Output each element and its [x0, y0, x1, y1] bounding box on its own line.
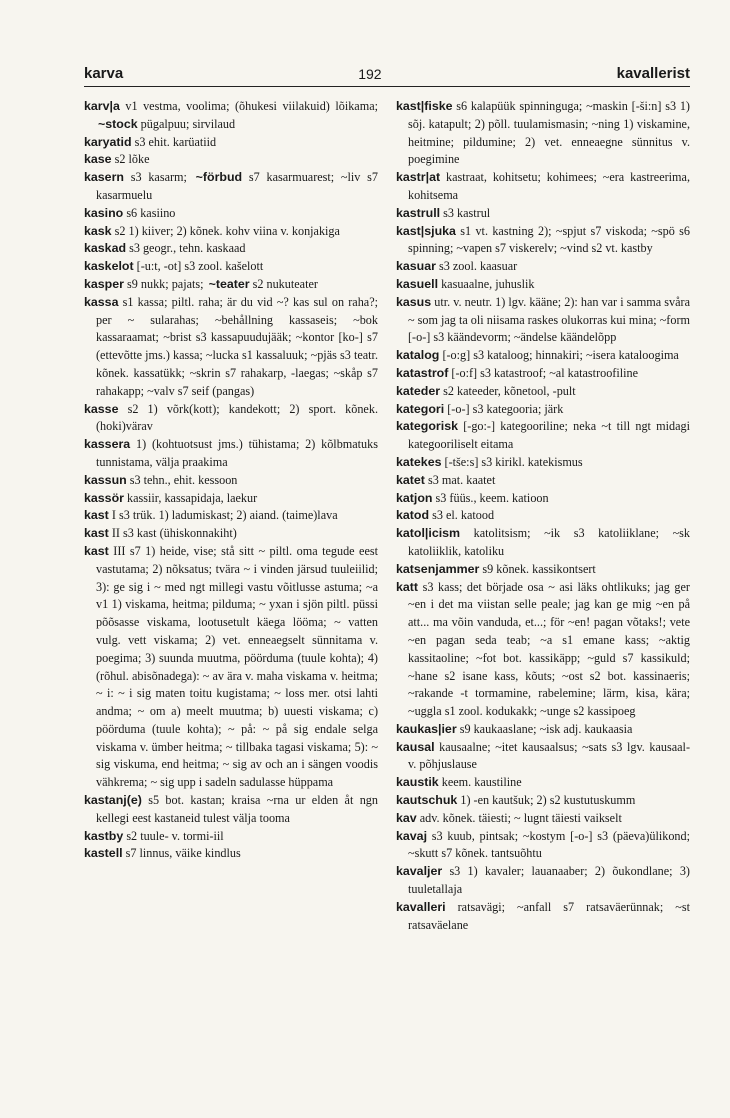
- dictionary-entry: [84, 240, 378, 258]
- entry-headword: kaskelot: [84, 259, 134, 274]
- dictionary-entry: [396, 525, 690, 561]
- dictionary-entry: [396, 774, 690, 792]
- dictionary-entry: [396, 721, 690, 739]
- dictionary-entry: [84, 205, 378, 223]
- entry-definition: [-u:t, -ot] s3 zool. kašelott: [133, 259, 264, 274]
- dictionary-entry: [396, 899, 690, 935]
- dictionary-entry: [84, 258, 378, 276]
- entry-definition: s3 kuub, pintsak; ~kostym [-o-] s3 (päeva)ülikond; ~skutt s7 kõnek. tantsuõhtu: [408, 828, 690, 861]
- entry-definition: s6 kasiino: [123, 205, 176, 220]
- dictionary-entry: [84, 169, 378, 205]
- entry-headword: kasuell: [396, 276, 439, 291]
- entry-headword: kaustik: [396, 775, 439, 790]
- dictionary-entry: [84, 525, 378, 543]
- entry-headword: kategori: [396, 401, 445, 416]
- entry-definition: s9 kõnek. kassikontsert: [479, 561, 596, 576]
- dictionary-entry: [84, 276, 378, 294]
- entry-headword: kassör: [84, 490, 124, 505]
- entry-headword: kasuar: [396, 259, 436, 274]
- dictionary-entry: [396, 205, 690, 223]
- entry-definition: s3 geogr., tehn. kaskaad: [126, 241, 246, 256]
- dictionary-entry: [396, 383, 690, 401]
- entry-headword: kassa: [84, 294, 119, 309]
- entry-headword: kase: [84, 152, 112, 167]
- entry-headword: kast|sjuka: [396, 223, 456, 238]
- entry-definition: 1) -en kautšuk; 2) s2 kustutuskumm: [457, 793, 636, 808]
- dictionary-entry: [396, 418, 690, 454]
- dictionary-entry: [84, 543, 378, 792]
- dictionary-entry: [84, 223, 378, 241]
- dictionary-entry: [396, 294, 690, 347]
- entry-definition: katolitsism; ~ik s3 katoliiklane; ~sk katoliiklik, katoliku: [408, 526, 690, 558]
- entry-headword: kaukas|ier: [396, 721, 457, 736]
- entry-definition: s3 1) kavaler; lauanaaber; 2) õukondlane; 3) tuuletallaja: [408, 864, 690, 897]
- dictionary-entry: [84, 294, 378, 401]
- entry-headword: kateder: [396, 383, 441, 398]
- dictionary-entry: [396, 454, 690, 472]
- entry-subentry: ~stock: [98, 116, 138, 131]
- entry-headword: kassun: [84, 472, 127, 487]
- dictionary-entry: [396, 472, 690, 490]
- entry-definition: s7 linnus, väike kindlus: [122, 846, 241, 861]
- header-left-guide-word: karva: [84, 65, 124, 82]
- dictionary-entry: [84, 151, 378, 169]
- entry-definition: kausaalne; ~itet kausaalsus; ~sats s3 lgv. kausaal- v. põhjuslause: [408, 739, 690, 772]
- entry-definition: kastraat, kohitsetu; kohimees; ~era kastreerima, kohitsema: [408, 170, 690, 202]
- dictionary-entry: [396, 828, 690, 864]
- entry-headword: kastby: [84, 828, 124, 843]
- entry-definition-rest: s7 kasarmuarest; ~liv s7 kasarmuelu: [96, 170, 378, 202]
- entry-definition: s3 mat. kaatet: [424, 472, 496, 487]
- entry-headword: kavalleri: [396, 899, 446, 914]
- dictionary-entry: [84, 845, 378, 863]
- entry-definition: s1 vt. kastning 2); ~spjut s7 viskoda; ~spö s6 spinning; ~vapen s7 viskerelv; ~vind s2 vt. kastby: [408, 223, 690, 256]
- entry-headword: kast: [84, 508, 109, 523]
- entry-definition: s1 kassa; piltl. raha; är du vid ~? kas sul on raha?; per ~ sularahas; ~behållning kassaseis; ~bok kassaraamat; ~brist s3 kassapuudujääk; ~kontor [ko-] s7 (ettevõtte jms.) kassa; ~lucka s1 kassaluuk; ~pjäs s3 teatr. kõnek. kassatükk; ~skrin s7 rahakarp, -laegas; ~skåp s7 rahakapp; ~valv s7 seif (pangas): [96, 294, 378, 398]
- dictionary-entry: [84, 792, 378, 828]
- entry-definition: s3 ehit. karüatiid: [131, 134, 217, 149]
- entry-headword: katol|icism: [396, 526, 461, 541]
- entry-headword: katt: [396, 579, 419, 594]
- entry-definition: s9 nukk; pajats;: [123, 276, 207, 291]
- entry-headword: katet: [396, 472, 425, 487]
- entry-headword: kastanj(e): [84, 793, 142, 808]
- entry-headword: kastell: [84, 846, 123, 861]
- entry-definition: kasuaalne, juhuslik: [438, 276, 535, 291]
- entry-headword: kast: [84, 543, 109, 558]
- entry-definition: s3 füüs., keem. katioon: [432, 490, 549, 505]
- entry-definition: s3 tehn., ehit. kessoon: [126, 472, 238, 487]
- entry-headword: kast: [84, 526, 109, 541]
- entry-headword: kastr|at: [396, 170, 441, 185]
- dictionary-entry: [396, 401, 690, 419]
- dictionary-entry: [84, 507, 378, 525]
- entry-definition: 1) (kohtuotsust jms.) tühistama; 2) kõlbmatuks tunnistama, välja praakima: [96, 437, 378, 469]
- dictionary-entry: [84, 472, 378, 490]
- dictionary-entry: [396, 579, 690, 721]
- entry-headword: katekes: [396, 454, 442, 469]
- entry-definition: [-o:f] s3 katastroof; ~al katastroofiline: [448, 365, 639, 380]
- dictionary-entry: [396, 258, 690, 276]
- dictionary-entry: [396, 792, 690, 810]
- dictionary-entry: [84, 98, 378, 134]
- entry-definition: utr. v. neutr. 1) lgv. kääne; 2): han var i samma svåra ~ som jag ta oli niisama raskes olukorras kui mina; ~form [-o-] s3 käändevorm; ~ändelse käändelõpp: [408, 294, 690, 345]
- entry-headword: kautschuk: [396, 793, 458, 808]
- entry-subentry: ~teater: [208, 276, 250, 291]
- dictionary-entry: [396, 561, 690, 579]
- entry-headword: kavaj: [396, 828, 428, 843]
- entry-headword: kavaljer: [396, 864, 443, 879]
- dictionary-entry: [396, 490, 690, 508]
- entry-headword: kav: [396, 810, 417, 825]
- header-right-guide-word: kavallerist: [616, 65, 690, 82]
- entry-definition: kassiir, kassapidaja, laekur: [123, 490, 258, 505]
- entry-definition: s3 zool. kaasuar: [435, 259, 518, 274]
- dictionary-entry: [396, 365, 690, 383]
- dictionary-entry: [84, 828, 378, 846]
- left-column: [84, 98, 378, 1078]
- entry-headword: katod: [396, 508, 430, 523]
- entry-definition: keem. kaustiline: [438, 775, 522, 790]
- dictionary-entry: [84, 134, 378, 152]
- entry-definition: [-tše:s] s3 kirikl. katekismus: [441, 454, 583, 469]
- page-number: 192: [358, 66, 382, 82]
- entry-definition-rest: s2 nukuteater: [249, 276, 318, 291]
- entry-definition: II s3 kast (ühiskonnakiht): [108, 526, 237, 541]
- dictionary-entry: [84, 490, 378, 508]
- entry-definition: ratsavägi; ~anfall s7 ratsaväerünnak; ~st ratsaväelane: [408, 899, 690, 932]
- entry-definition: III s7 1) heide, vise; stå sitt ~ piltl. oma tegude eest vastutama; 2) nõksatus; tvära ~ i vinden järsud tuuleiilid; 3): ge sig i ~ med ngt millegi vastu võitlusse astuma; ~a v1 1) viskama, heitma; pilduma; ~ yxan i sjön piltl. püssi põõsasse viskama, lootusetult käega lööma; ~ vatten vulg. vett viskama; 2) vet. enneaegselt sünnitama v. poegima; 3) suunda muutma, pöörduma (tuule kohta); 4) (rõhul. abisõnadega): ~ av ära v. maha viskama v. heitma; ~ i: ~ i sig maten toitu kugistama; ~ loss mer. otsi lahti andma; ~ om a) meelt muutma; b) uuesti viskama; c) pöörduma (tuule kohta); ~ på: ~ på sig endale selga viskama v. ümber heitma; ~ tillbaka tagasi viskama; 5): ~ sig viskuma, end heitma; ~ sig av och an i sängen voodis vähkrema; ~ sig upp i sadeln sadulasse hüppama: [96, 543, 378, 790]
- entry-definition: s3 kass; det började osa ~ asi läks ohtlikuks; jag ger ~en i det ma viistan selle peale; jag kan ge mig ~en på att... ma võin vanduda, et...; för ~en! pagan võtaks!; vete ~en pagan seda teab; ~a s1 emane kass; ~aktig kassitaoline; ~fot bot. kassikäpp; ~guld s7 kassikuld; ~hane s2 isane kass, kõuts; ~ost s2 bot. kassinaeris; ~rakande -t tormamine, rabelemine; lärm, kisa, kära; ~uggla s1 zool. kodukakk; ~unge s2 kassipoeg: [408, 579, 690, 719]
- right-column: [396, 98, 690, 1078]
- entry-headword: kastrull: [396, 205, 441, 220]
- entry-headword: katalog: [396, 348, 440, 363]
- dictionary-entry: [396, 739, 690, 775]
- entry-definition: s9 kaukaaslane; ~isk adj. kaukaasia: [456, 721, 633, 736]
- entry-headword: karyatid: [84, 134, 132, 149]
- dictionary-entry: [396, 223, 690, 259]
- entry-definition: v1 vestma, voolima; (õhukesi viilakuid) lõikama;: [119, 99, 378, 113]
- entry-columns: [84, 98, 690, 1078]
- dictionary-entry: [396, 347, 690, 365]
- entry-headword: kasse: [84, 401, 119, 416]
- entry-definition: s2 lõke: [111, 152, 150, 167]
- dictionary-entry: [396, 507, 690, 525]
- page-header: [84, 58, 690, 87]
- entry-definition: s2 1) võrk(kott); kandekott; 2) sport. kõnek. (hoki)värav: [96, 401, 378, 434]
- entry-headword: katsenjammer: [396, 561, 480, 576]
- entry-headword: katastrof: [396, 365, 449, 380]
- entry-headword: katjon: [396, 490, 433, 505]
- entry-definition: [-go:-] kategooriline; neka ~t till ngt midagi kategooriliselt eitama: [408, 419, 690, 452]
- entry-definition: s3 kastrul: [440, 205, 491, 220]
- entry-definition: s3 kasarm;: [123, 170, 194, 185]
- entry-definition: [-o:g] s3 kataloog; hinnakiri; ~isera kataloogima: [439, 348, 679, 363]
- entry-definition-rest: pügalpuu; sirvilaud: [137, 116, 236, 131]
- entry-headword: kasino: [84, 205, 124, 220]
- dictionary-entry: [84, 436, 378, 472]
- entry-definition: s2 tuule- v. tormi-iil: [123, 828, 224, 843]
- entry-definition: s5 bot. kastan; kraisa ~rna ur elden åt ngn kellegi eest kastaneid tulest välja tooma: [96, 793, 378, 825]
- dictionary-entry: [396, 810, 690, 828]
- entry-subentry: ~förbud: [195, 170, 243, 185]
- dictionary-entry: [396, 169, 690, 205]
- entry-headword: kask: [84, 223, 112, 238]
- entry-headword: kasper: [84, 276, 124, 291]
- entry-headword: kasern: [84, 170, 124, 185]
- entry-definition: s2 kateeder, kõnetool, -pult: [440, 383, 576, 398]
- entry-definition: I s3 trük. 1) ladumiskast; 2) aiand. (taime)lava: [108, 508, 338, 523]
- entry-headword: kaskad: [84, 241, 127, 256]
- entry-definition: s2 1) kiiver; 2) kõnek. kohv viina v. konjakiga: [111, 223, 340, 238]
- entry-definition: s3 el. katood: [429, 508, 495, 523]
- dictionary-entry: [396, 98, 690, 169]
- entry-definition: s6 kalapüük spinninguga; ~maskin [-ši:n] s3 1) sõj. katapult; 2) põll. tuulamismasin; ~ning 1) viskamine, heitmine; pildumine; 2) vet. enneaegne sünnitus v. poegimine: [408, 99, 690, 167]
- entry-headword: kassera: [84, 437, 131, 452]
- entry-definition: [-o-] s3 kategooria; järk: [444, 401, 564, 416]
- entry-headword: kategorisk: [396, 419, 458, 434]
- entry-headword: kasus: [396, 294, 432, 309]
- dictionary-entry: [84, 401, 378, 437]
- dictionary-entry: [396, 276, 690, 294]
- entry-headword: kausal: [396, 739, 435, 754]
- entry-definition: adv. kõnek. täiesti; ~ lugnt täiesti vaikselt: [416, 810, 622, 825]
- entry-headword: kast|fiske: [396, 99, 453, 113]
- dictionary-entry: [396, 863, 690, 899]
- entry-headword: karv|a: [84, 99, 120, 113]
